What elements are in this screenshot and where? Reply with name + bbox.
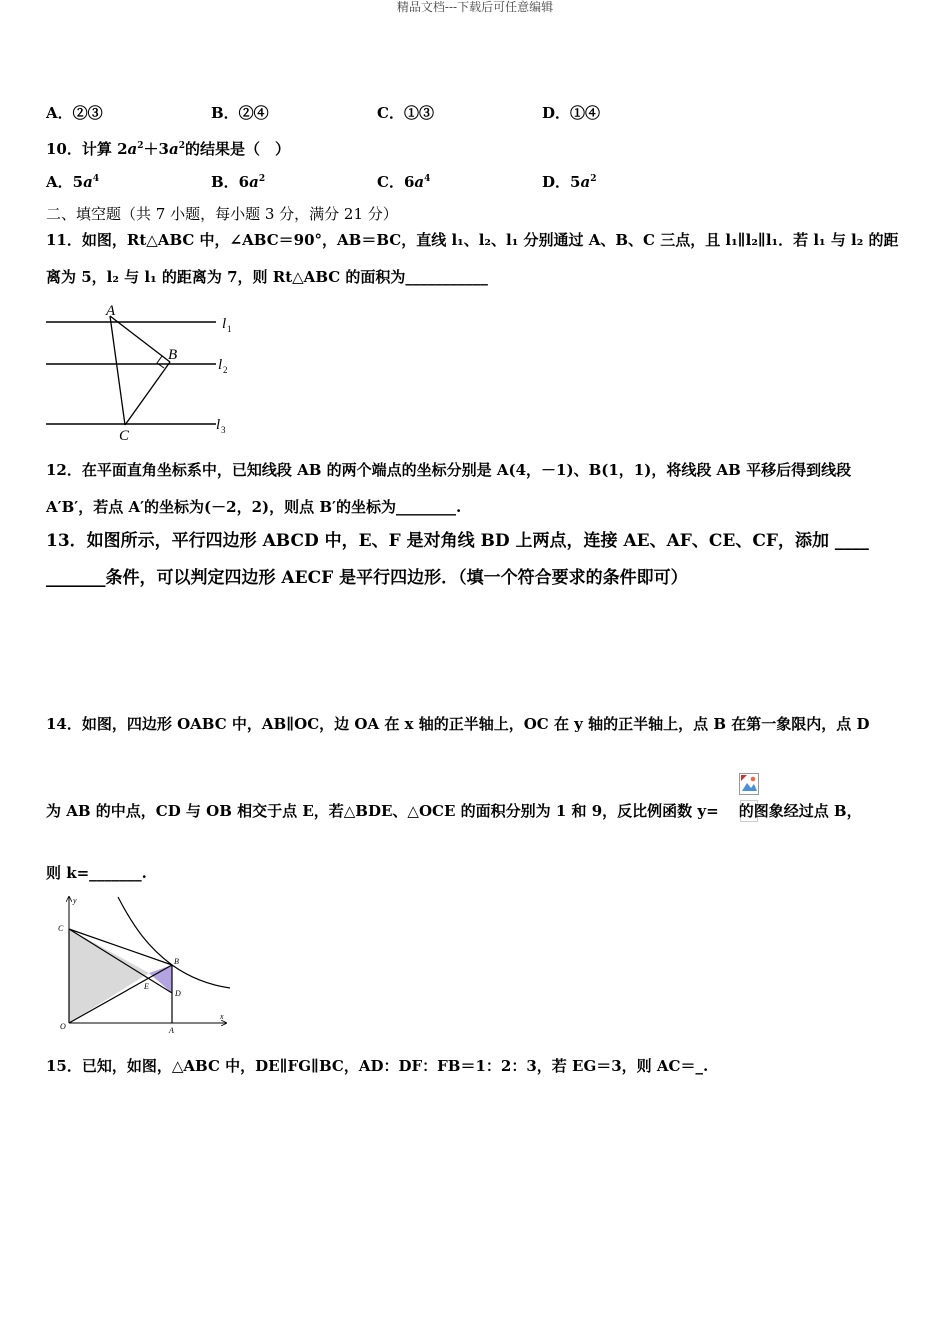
label-y: y	[73, 896, 77, 905]
right-angle-mark	[157, 356, 164, 368]
q12-line1: 12．在平面直角坐标系中，已知线段 AB 的两个端点的坐标分别是 A(4，－1)、B(1，1)，将线段 AB 平移后得到线段	[46, 461, 852, 479]
q9-option-c: C．①③	[377, 104, 434, 122]
q13-line2: _______条件，可以判定四边形 AECF 是平行四边形．（填一个符合要求的条件即可）	[46, 568, 688, 588]
q9-option-a: A．②③	[46, 104, 103, 122]
label-l2: l	[218, 357, 223, 373]
label-o: O	[60, 1022, 66, 1031]
q10-sup1: 2	[137, 141, 144, 151]
q11-figure	[40, 298, 250, 448]
label-x: x	[220, 1012, 224, 1021]
q10-stem-pre: 10．计算 2	[46, 140, 128, 158]
q14-figure	[44, 893, 240, 1037]
q10-option-d: D．$5a^2$	[542, 173, 597, 191]
q10-option-c: C．$6a^4$	[377, 173, 431, 191]
triangle-bde-fill	[149, 965, 172, 993]
q9-option-b: B．②④	[211, 104, 269, 122]
label-l3-sub: 3	[221, 425, 226, 435]
label-b: B	[174, 957, 179, 966]
q14-line3: 则 k=_______.	[46, 864, 147, 882]
q13-line1: 13．如图所示，平行四边形 ABCD 中，E、F 是对角线 BD 上两点，连接 AE、AF、CE、CF，添加 ____	[46, 531, 869, 551]
q10-var-a2: a	[168, 140, 179, 158]
page-header: 精品文档---下载后可任意编辑	[396, 0, 554, 14]
q15-line1: 15．已知，如图，△ABC 中，DE∥FG∥BC，AD：DF：FB＝1：2：3，若 EG＝3，则 AC＝_.	[46, 1057, 709, 1075]
q10-option-a: A．$5a^4$	[46, 173, 100, 191]
q14-line2	[46, 801, 862, 821]
label-l1-sub: 1	[227, 324, 232, 334]
segment-ab	[110, 316, 170, 362]
q14-line2-pre: 为 AB 的中点，CD 与 OB 相交于点 E，若△BDE、△OCE 的面积分别为 1 和 9，反比例函数 y=	[46, 802, 719, 820]
q10-stem-post: 的结果是（ ）	[184, 140, 290, 158]
q10-sup2: 2	[178, 141, 185, 151]
label-c: C	[119, 428, 130, 444]
label-a: A	[106, 303, 116, 319]
q10-stem	[46, 136, 290, 159]
label-a: A	[169, 1026, 174, 1035]
label-d: D	[175, 989, 181, 998]
q9-option-d: D．①④	[542, 104, 601, 122]
segment-bc	[125, 362, 170, 425]
q12-line2: A′B′，若点 A′的坐标为(－2，2)，则点 B′的坐标为________.	[46, 498, 462, 516]
label-l1: l	[222, 316, 227, 332]
q10-var-a1: a	[127, 140, 138, 158]
label-b: B	[168, 347, 178, 363]
q14-line2-post: 的图象经过点 B，	[738, 802, 862, 820]
q10-stem-mid: ＋3	[143, 140, 169, 158]
section2-title: 二、填空题（共 7 小题，每小题 3 分，满分 21 分）	[46, 205, 398, 223]
q11-line2: 离为 5，l₂ 与 l₁ 的距离为 7，则 Rt△ABC 的面积为___________	[46, 268, 488, 286]
q14-line1: 14．如图，四边形 OABC 中，AB∥OC，边 OA 在 x 轴的正半轴上，OC 在 y 轴的正半轴上，点 B 在第一象限内，点 D	[46, 715, 870, 733]
label-e: E	[144, 982, 149, 991]
label-l2-sub: 2	[223, 365, 228, 375]
broken-image-icon	[739, 773, 759, 795]
q10-option-b: B．$6a^2$	[211, 173, 266, 191]
label-c: C	[58, 924, 64, 933]
segment-ac	[110, 316, 125, 425]
label-l3: l	[216, 417, 221, 433]
q11-line1: 11．如图，Rt△ABC 中，∠ABC＝90°，AB＝BC，直线 l₁、l₂、l₁ 分别通过 A、B、C 三点，且 l₁∥l₂∥l₁．若 l₁ 与 l₂ 的距	[46, 231, 899, 249]
